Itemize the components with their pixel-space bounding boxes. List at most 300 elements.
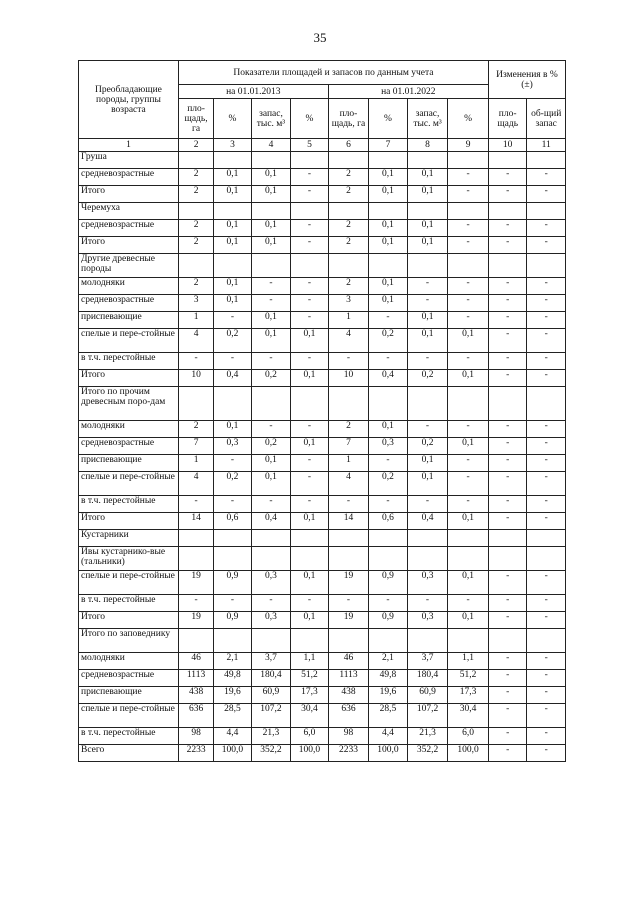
table-cell: 0,1 [214,295,251,312]
table-cell [527,387,566,421]
table-cell: 0,1 [407,237,448,254]
table-cell: 0,4 [407,513,448,530]
table-cell: 28,5 [369,704,407,728]
table-cell [291,629,328,653]
column-number: 1 [79,139,179,152]
table-cell [251,530,291,547]
table-cell: 0,1 [369,278,407,295]
table-cell: 4 [178,472,213,496]
table-cell [407,152,448,169]
table-cell [407,547,448,571]
table-cell [527,629,566,653]
row-label: средневозрастные [79,670,179,687]
row-label: Черемуха [79,203,179,220]
table-cell [178,547,213,571]
row-label: приспевающие [79,455,179,472]
table-cell: - [488,295,526,312]
table-cell: 0,1 [448,438,489,455]
table-cell: 0,1 [214,186,251,203]
table-cell: 0,2 [251,438,291,455]
table-cell: - [291,353,328,370]
row-label: в т.ч. перестойные [79,496,179,513]
table-cell: - [251,295,291,312]
table-cell: - [527,370,566,387]
table-row [79,455,566,472]
row-label: спелые и пере-стойные [79,704,179,728]
table-cell: 17,3 [291,687,328,704]
table-cell [369,629,407,653]
table-cell [369,387,407,421]
table-cell: 60,9 [407,687,448,704]
table-cell: 6,0 [291,728,328,745]
table-cell: - [407,278,448,295]
table-cell: 0,9 [369,571,407,595]
date-2013-header: на 01.01.2013 [178,85,328,99]
table-cell [488,387,526,421]
column-number: 9 [448,139,489,152]
table-cell: - [214,496,251,513]
table-cell [291,387,328,421]
table-cell: 19,6 [369,687,407,704]
table-cell: 0,1 [369,421,407,438]
table-cell: 7 [328,438,369,455]
stock-header: запас, тыс. м³ [251,99,291,139]
table-row [79,353,566,370]
table-cell: 180,4 [407,670,448,687]
table-cell: 0,1 [448,612,489,629]
table-cell: - [448,295,489,312]
table-row [79,653,566,670]
table-cell: - [407,295,448,312]
table-cell: - [488,687,526,704]
table-cell: - [448,353,489,370]
table-cell: 3,7 [251,653,291,670]
table-cell: 0,2 [251,370,291,387]
table-cell: - [291,295,328,312]
table-cell: 7 [178,438,213,455]
table-cell [328,530,369,547]
table-cell: - [448,169,489,186]
table-cell: - [488,728,526,745]
changes-header: Изменения в % (±) [488,61,565,99]
table-body [79,152,566,762]
table-cell: - [178,353,213,370]
table-cell: 0,1 [214,237,251,254]
table-cell: - [251,496,291,513]
table-cell [214,254,251,278]
table-cell: - [488,670,526,687]
table-cell: - [488,472,526,496]
table-cell: - [291,169,328,186]
table-cell: - [527,169,566,186]
table-cell: 1 [328,455,369,472]
table-cell: - [527,353,566,370]
table-cell: - [488,186,526,203]
table-cell: 0,1 [291,438,328,455]
row-label: молодняки [79,653,179,670]
table-row [79,312,566,329]
table-cell: 0,1 [448,370,489,387]
table-cell: 98 [178,728,213,745]
table-cell: - [527,728,566,745]
table-cell: 0,1 [407,455,448,472]
column-number: 4 [251,139,291,152]
table-cell: 4 [178,329,213,353]
table-cell: 6,0 [448,728,489,745]
table-cell: 1113 [178,670,213,687]
table-cell: 0,1 [291,612,328,629]
table-cell: 0,1 [407,472,448,496]
table-cell: 3 [328,295,369,312]
table-cell: - [527,595,566,612]
table-cell: - [214,455,251,472]
table-cell: 636 [328,704,369,728]
table-cell: 0,1 [214,278,251,295]
table-cell: 2233 [178,745,213,762]
stock-header: запас, тыс. м³ [407,99,448,139]
table-cell: - [448,472,489,496]
table-cell: - [214,353,251,370]
table-cell: 4,4 [369,728,407,745]
table-cell: - [527,237,566,254]
table-cell: - [527,571,566,595]
table-cell: 17,3 [448,687,489,704]
table-cell: 180,4 [251,670,291,687]
table-cell: 0,4 [214,370,251,387]
table-cell [527,152,566,169]
table-cell: - [291,455,328,472]
table-cell: 636 [178,704,213,728]
table-cell: - [488,496,526,513]
table-cell: 10 [178,370,213,387]
table-cell: 19,6 [214,687,251,704]
table-cell [448,203,489,220]
table-cell: - [527,704,566,728]
table-row [79,728,566,745]
table-cell: 0,1 [291,571,328,595]
table-cell: - [488,169,526,186]
column-number: 7 [369,139,407,152]
table-cell [214,387,251,421]
table-cell: 0,3 [251,571,291,595]
table-cell [178,254,213,278]
table-cell: - [214,312,251,329]
table-cell: - [251,421,291,438]
row-label: Другие древесные породы [79,254,179,278]
table-cell: 2,1 [214,653,251,670]
table-cell: 100,0 [214,745,251,762]
row-label: спелые и пере-стойные [79,472,179,496]
table-cell [328,152,369,169]
table-cell: - [527,496,566,513]
table-cell: - [369,312,407,329]
table-cell [407,530,448,547]
table-cell: 19 [328,612,369,629]
table-cell: 2 [178,421,213,438]
table-cell [251,387,291,421]
table-cell: 0,1 [369,295,407,312]
table-cell: - [488,455,526,472]
table-cell: - [488,220,526,237]
table-cell: - [407,496,448,513]
table-row [79,704,566,728]
table-cell: 0,1 [369,237,407,254]
table-cell [214,629,251,653]
table-cell: - [527,438,566,455]
table-cell: 2 [328,278,369,295]
table-cell [448,152,489,169]
table-cell: 0,1 [369,186,407,203]
table-cell: - [251,353,291,370]
table-cell: - [291,186,328,203]
table-cell: 4,4 [214,728,251,745]
table-cell [214,152,251,169]
table-cell: - [488,513,526,530]
pct-header: % [291,99,328,139]
table-cell: 1 [178,455,213,472]
table-cell: 0,1 [448,513,489,530]
table-cell: 4 [328,329,369,353]
row-label: Итого по прочим древесным поро-дам [79,387,179,421]
table-cell [251,629,291,653]
table-cell [407,203,448,220]
table-cell [488,254,526,278]
table-cell: 2 [328,237,369,254]
table-cell [328,387,369,421]
table-cell [448,387,489,421]
table-cell [328,203,369,220]
table-cell: 0,1 [291,513,328,530]
table-cell: 21,3 [251,728,291,745]
table-cell: 352,2 [251,745,291,762]
column-number: 2 [178,139,213,152]
table-cell: 0,1 [291,370,328,387]
table-cell: - [291,496,328,513]
row-label: средневозрастные [79,169,179,186]
table-cell [448,629,489,653]
table-cell: - [527,421,566,438]
table-cell: - [527,186,566,203]
table-cell: 98 [328,728,369,745]
table-cell: 0,9 [369,612,407,629]
table-cell: 0,1 [251,186,291,203]
table-cell: - [488,595,526,612]
table-cell: 0,1 [407,312,448,329]
table-row [79,687,566,704]
table-cell [488,530,526,547]
table-cell: 0,6 [214,513,251,530]
table-cell [328,547,369,571]
table-cell [369,530,407,547]
table-cell: 0,4 [369,370,407,387]
table-cell: 14 [178,513,213,530]
row-label: приспевающие [79,312,179,329]
table-cell: 0,1 [291,329,328,353]
table-row [79,203,566,220]
row-label: средневозрастные [79,438,179,455]
table-cell: - [407,353,448,370]
table-cell: 0,1 [214,220,251,237]
change-stock-header: об-щий запас [527,99,566,139]
table-row [79,329,566,353]
table-cell: - [488,704,526,728]
table-cell: - [369,455,407,472]
table-cell [448,530,489,547]
area-header: пло-щадь, га [328,99,369,139]
table-row [79,220,566,237]
table-cell: 2 [178,237,213,254]
table-cell: 51,2 [291,670,328,687]
table-cell: - [527,278,566,295]
row-label: средневозрастные [79,295,179,312]
forest-stock-table [78,60,566,762]
table-cell [291,203,328,220]
table-cell: 438 [178,687,213,704]
row-label: Кустарники [79,530,179,547]
table-cell: 1,1 [448,653,489,670]
row-label: Итого [79,370,179,387]
table-cell: 438 [328,687,369,704]
table-cell: - [448,237,489,254]
table-cell [488,547,526,571]
table-cell: 0,1 [407,329,448,353]
row-label: Итого [79,612,179,629]
table-row [79,571,566,595]
table-cell: - [328,353,369,370]
table-cell [527,547,566,571]
table-cell: 0,9 [214,571,251,595]
table-cell [369,152,407,169]
table-cell: 49,8 [369,670,407,687]
table-row [79,254,566,278]
table-cell: - [488,278,526,295]
table-cell: - [527,220,566,237]
table-cell: - [488,421,526,438]
table-cell: - [178,496,213,513]
table-row [79,745,566,762]
table-cell: - [488,612,526,629]
table-cell: - [448,186,489,203]
table-cell: 3,7 [407,653,448,670]
table-cell: - [251,278,291,295]
table-cell: - [527,472,566,496]
table-cell: 51,2 [448,670,489,687]
table-cell [251,152,291,169]
table-cell: - [527,329,566,353]
table-cell [488,152,526,169]
table-cell: - [488,653,526,670]
table-row [79,612,566,629]
table-cell: 2 [178,186,213,203]
table-cell: 0,1 [251,455,291,472]
table-cell: 2 [328,186,369,203]
date-2022-header: на 01.01.2022 [328,85,488,99]
table-cell [214,547,251,571]
row-label: Ивы кустарнико-вые (тальники) [79,547,179,571]
table-cell: 0,1 [251,237,291,254]
table-row [79,530,566,547]
table-cell [178,152,213,169]
table-cell: - [527,670,566,687]
table-cell: 0,2 [369,329,407,353]
table-cell: - [291,472,328,496]
table-cell [407,254,448,278]
row-label: Итого по заповеднику [79,629,179,653]
table-cell: - [291,237,328,254]
table-cell: 28,5 [214,704,251,728]
table-cell: 0,2 [407,370,448,387]
table-cell: 0,1 [251,312,291,329]
table-cell [251,254,291,278]
table-cell [369,203,407,220]
pct-header: % [369,99,407,139]
table-cell: - [369,595,407,612]
table-cell: 0,1 [251,329,291,353]
table-cell: 0,3 [407,571,448,595]
table-cell: - [527,612,566,629]
table-cell: 1113 [328,670,369,687]
table-cell [291,152,328,169]
table-cell [291,547,328,571]
table-cell [527,254,566,278]
table-row [79,438,566,455]
table-cell: - [527,295,566,312]
table-cell: 0,1 [407,169,448,186]
table-cell: 0,1 [448,571,489,595]
table-row [79,295,566,312]
table-cell: 0,1 [251,169,291,186]
table-cell: - [448,278,489,295]
table-cell: - [369,353,407,370]
row-label: спелые и пере-стойные [79,329,179,353]
table-cell: 21,3 [407,728,448,745]
table-cell: 46 [178,653,213,670]
table-cell: - [448,455,489,472]
table-cell: 1 [178,312,213,329]
table-cell: - [328,595,369,612]
table-cell: 352,2 [407,745,448,762]
table-cell: - [448,595,489,612]
table-cell: 1,1 [291,653,328,670]
table-row [79,496,566,513]
table-cell: - [448,496,489,513]
table-cell: 0,1 [251,220,291,237]
table-cell: - [527,687,566,704]
table-cell: - [488,329,526,353]
table-cell [448,547,489,571]
table-cell: 0,1 [448,329,489,353]
table-cell: - [527,455,566,472]
table-cell [178,629,213,653]
table-row [79,152,566,169]
table-row [79,670,566,687]
table-row [79,370,566,387]
row-label: спелые и пере-стойные [79,571,179,595]
table-cell: - [448,421,489,438]
table-cell: - [251,595,291,612]
table-cell: 0,6 [369,513,407,530]
table-cell: - [488,571,526,595]
table-cell [291,254,328,278]
page-number: 35 [313,30,327,45]
table-cell: 2 [328,220,369,237]
table-cell: - [488,237,526,254]
table-row [79,169,566,186]
table-cell: 0,4 [251,513,291,530]
table-row [79,387,566,421]
table-cell: 0,1 [407,186,448,203]
table-cell: 49,8 [214,670,251,687]
